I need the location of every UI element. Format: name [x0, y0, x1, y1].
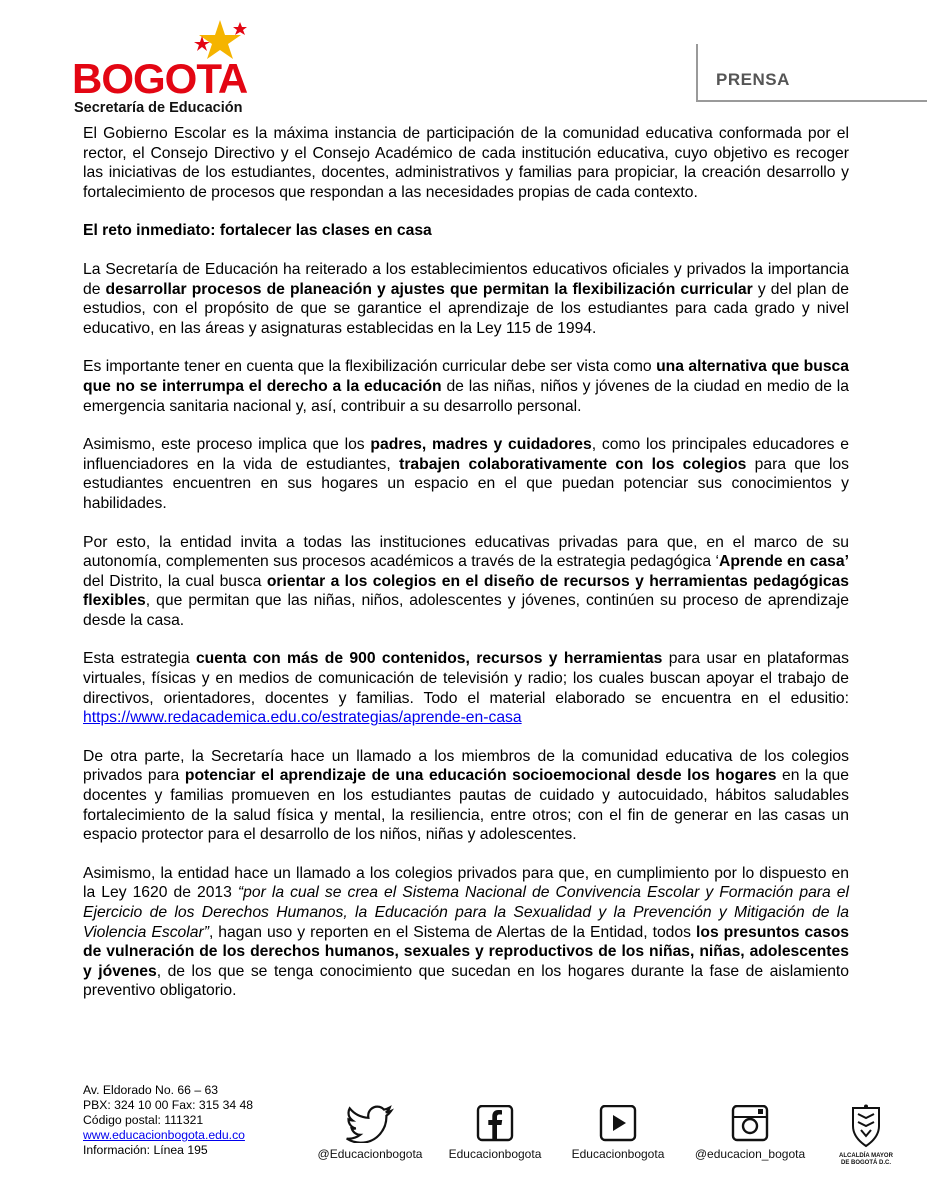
coat-of-arms-icon	[849, 1104, 883, 1148]
bogota-logo	[72, 18, 262, 118]
paragraph-padres: Asimismo, este proceso implica que los padres, madres y cuidadores, como los principales educadores e influenciadores en la vida de estudiantes, trabajen colaborativamente con los colegios para que los estudiantes encuentren en sus hogares un espacio en el que puedan potenciar sus conocimientos y habilidades.	[83, 436, 850, 512]
paragraph-aprende-en-casa: Por esto, la entidad invita a todas las instituciones educativas privadas para que, en el marco de su autonomía, complementen sus procesos académicos a través de la estrategia pedagógica ‘Aprende en casa’ del Distrito, la cual busca orientar a los colegios en el diseño de recursos y herramientas pedagógicas flexibles, que permitan que las niñas, niños, adolescentes y jóvenes, continúen su proceso de aprendizaje desde la casa.	[83, 533, 849, 629]
paragraph-ley-1620: Asimismo, la entidad hace un llamado a los colegios privados para que, en cumplimiento por lo dispuesto en la Ley 1620 de 2013 “por la cual se crea el Sistema Nacional de Convivencia Escolar y Formación para el Ejercicio de los Derechos Humanos, la Educación para la Sexualidad y la Prevención y Mitigación de la Violencia Escolar”, hagan uso y reporten en el Sistema de Alertas de la Entidad, todos los presuntos casos de vulneración de los derechos humanos, sexuales y reproductivos de los niñas, niñas, adolescentes y jóvenes, de los que se tenga conocimiento que sucedan en los hogares durante la fase de aislamiento preventivo obligatorio.	[83, 864, 850, 1000]
paragraph-contenidos: Esta estrategia cuenta con más de 900 contenidos, recursos y herramientas para usar en plataformas virtuales, físicas y en medios de comunicación de televisión y radio; los cuales buscan apoyar el trabajo de directivos, orientadores, docentes y familias. Todo el material elaborado se encuentra en el edusitio: https://www.redacademica.edu.co/estrategias/aprende-en-casa	[83, 650, 849, 727]
social-instagram[interactable]	[680, 1105, 820, 1161]
footer-postal: Código postal: 111321	[83, 1113, 204, 1127]
paragraph-gobierno-escolar: El Gobierno Escolar es la máxima instancia de participación de la comunidad educativa conformada por el rector, el Consejo Directivo y el Consejo Académico de cada institución educativa, cuyo objetivo es recoger las iniciativas de los estudiantes, docentes, administrativos y familias para propiciar, la creación desarrollo y fortalecimiento de procesos que respondan a las necesidades propias de cada contexto.	[83, 125, 849, 201]
footer-address: Av. Eldorado No. 66 – 63	[83, 1083, 219, 1097]
alcaldia-crest	[836, 1104, 896, 1167]
paragraph-alternativa: Es importante tener en cuenta que la flexibilización curricular debe ser vista como una alternativa que busca que no se interrumpa el derecho a la educación de las niñas, niños y jóvenes de la ciudad en medio de la emergencia sanitaria nacional y, así, contribuir a su desarrollo personal.	[83, 358, 849, 415]
crest-caption-1: ALCALDÍA MAYOR	[839, 1153, 893, 1159]
social-twitter[interactable]	[300, 1105, 440, 1161]
crest-caption-2: DE BOGOTÁ D.C.	[840, 1160, 891, 1166]
social-facebook[interactable]	[425, 1105, 565, 1161]
facebook-icon	[475, 1105, 515, 1143]
section-label: PRENSA	[716, 70, 790, 89]
prensa-header-box	[696, 44, 927, 102]
instagram-icon	[730, 1105, 770, 1143]
youtube-handle: Educacionbogota	[571, 1147, 665, 1161]
social-youtube[interactable]	[548, 1105, 688, 1161]
redacademica-link[interactable]: https://www.redacademica.edu.co/estrategias/aprende-en-casa	[83, 709, 522, 727]
twitter-handle: @Educacionbogota	[317, 1147, 423, 1161]
paragraph-socioemocional: De otra parte, la Secretaría hace un llamado a los miembros de la comunidad educativa de los colegios privados para potenciar el aprendizaje de una educación socioemocional desde los hogares en la que docentes y familias promueven en los estudiantes pautas de cuidado y autocuidado, hábitos saludables fortalecimiento de la salud física y mental, la resiliencia, entre otros; con el fin de generar en las casas un espacio protector para el desarrollo de los niños, niñas y adolescentes.	[83, 747, 849, 844]
footer-info: Información: Línea 195	[83, 1143, 208, 1157]
logo-wordmark: BOGOTA	[72, 55, 248, 102]
footer-contact	[83, 1083, 253, 1158]
paragraph-flexibilizacion: La Secretaría de Educación ha reiterado a los establecimientos educativos oficiales y privados la importancia de desarrollar procesos de planeación y ajustes que permitan la flexibilización curricular y del plan de estudios, con el propósito de que se garantice el aprendizaje de los estudiantes para cada grado y nivel educativo, en las áreas y asignaturas establecidas en la Ley 115 de 1994.	[83, 260, 849, 337]
section-heading: El reto inmediato: fortalecer las clases en casa	[83, 222, 432, 240]
footer-website-link[interactable]: www.educacionbogota.edu.co	[83, 1128, 245, 1142]
press-body	[83, 124, 849, 1020]
youtube-play-icon	[598, 1105, 638, 1143]
facebook-handle: Educacionbogota	[448, 1147, 542, 1161]
footer-phones: PBX: 324 10 00 Fax: 315 34 48	[83, 1098, 254, 1112]
logo-subtitle: Secretaría de Educación	[74, 100, 243, 116]
twitter-bird-icon	[345, 1105, 395, 1143]
instagram-handle: @educacion_bogota	[694, 1147, 806, 1161]
